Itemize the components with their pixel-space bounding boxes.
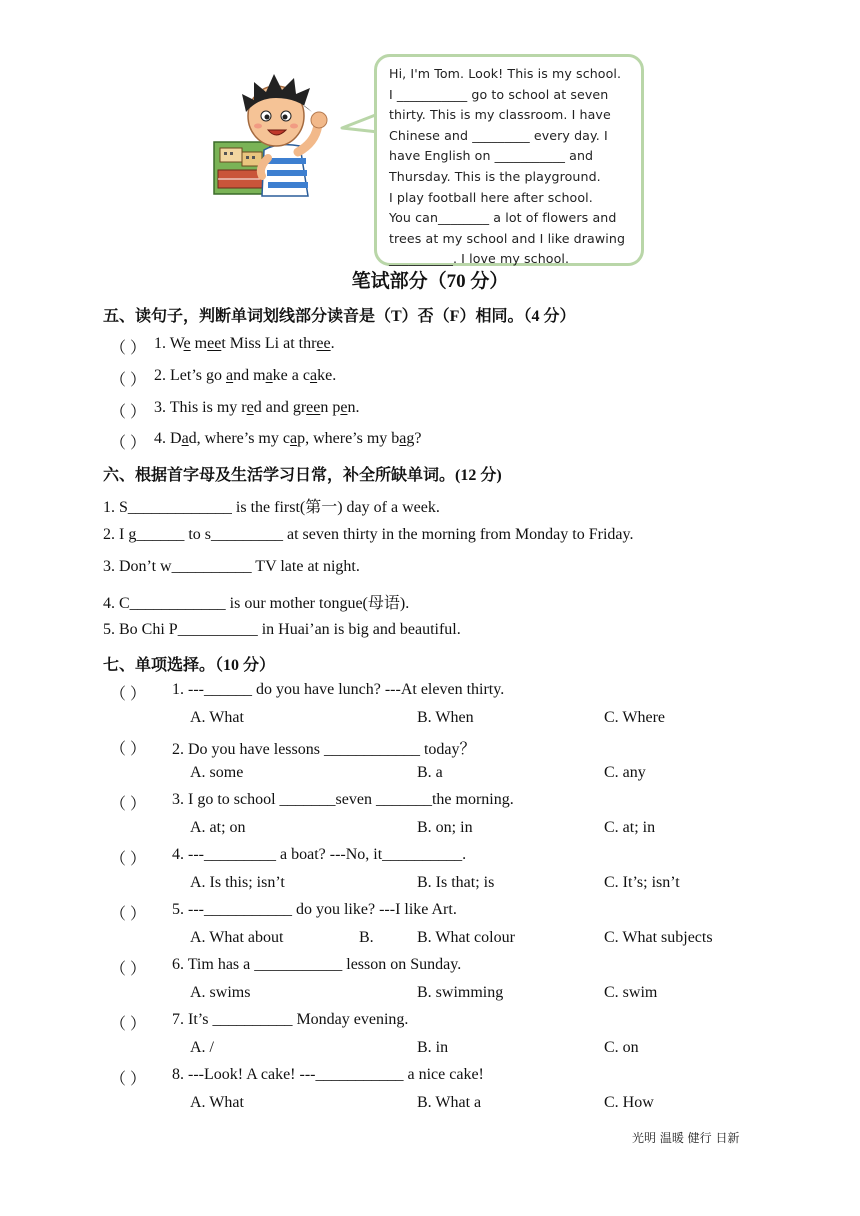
- answer-paren: （ ）: [110, 340, 147, 357]
- option-c: C. It’s; isn’t: [604, 874, 680, 891]
- bubble-line: trees at my school and I like drawing: [389, 230, 626, 246]
- underlined-letters: a: [399, 430, 407, 447]
- answer-paren: （ ）: [110, 961, 147, 978]
- bubble-line: Thursday. This is the playground.: [389, 168, 601, 184]
- question-stem: 4. ---_________ a boat? ---No, it__________.: [172, 846, 467, 863]
- option-a: A. swims: [190, 984, 251, 1001]
- question-number: 2.: [154, 367, 170, 384]
- option-b: B. on; in: [417, 819, 473, 836]
- part5-sentence: [154, 367, 336, 385]
- sentence-text: ke.: [317, 367, 337, 384]
- option-c: C. How: [604, 1094, 654, 1111]
- sentence-text: p, where’s my b: [297, 430, 400, 447]
- underlined-letters: a: [226, 367, 234, 384]
- part5-heading: 五、读句子，判断单词划线部分读音是（T）否（F）相同。（4 分）: [103, 308, 576, 325]
- option-c: C. on: [604, 1039, 639, 1056]
- speech-bubble: [374, 54, 644, 266]
- underlined-letters: e: [246, 399, 254, 416]
- sentence-body: [170, 367, 336, 384]
- sentence-text: D: [170, 430, 182, 447]
- sentence-text: ke a c: [272, 367, 310, 384]
- part6-item: 5. Bo Chi P__________ in Huai’an is big and beautiful.: [103, 621, 461, 638]
- option-b: B. in: [417, 1039, 449, 1056]
- underlined-letters: a: [309, 367, 318, 384]
- part6-item: 4. C____________ is our mother tongue(母语).: [103, 595, 410, 612]
- option-c: C. What subjects: [604, 929, 713, 946]
- answer-paren: （ ）: [110, 851, 147, 868]
- question-stem: 2. Do you have lessons ____________ today？: [172, 741, 476, 758]
- part6-heading: 六、根据首字母及生活学习日常，补全所缺单词。(12 分): [103, 467, 502, 484]
- sentence-text: d, where’s my c: [188, 430, 290, 447]
- sentence-body: [170, 335, 335, 352]
- part5-sentence: [154, 399, 359, 417]
- question-stem: 1. ---______ do you have lunch? ---At eleven thirty.: [172, 681, 505, 698]
- question-stem: 6. Tim has a ___________ lesson on Sunday.: [172, 956, 462, 973]
- option-a: A. Is this; isn’t: [190, 874, 285, 891]
- question-number: 1.: [154, 335, 170, 352]
- answer-paren: （ ）: [110, 906, 147, 923]
- option-a: A. at; on: [190, 819, 246, 836]
- answer-paren: （ ）: [110, 435, 147, 452]
- sentence-text: Let’s go: [170, 367, 226, 384]
- bubble-line: have English on ___________ and: [389, 148, 594, 164]
- option-c: C. any: [604, 764, 646, 781]
- footer-motto: 光明 温暖 健行 日新: [632, 1131, 740, 1145]
- answer-paren: （ ）: [110, 404, 147, 421]
- question-number: 3.: [154, 399, 170, 416]
- part7-heading: 七、单项选择。（10 分）: [103, 657, 276, 674]
- answer-paren: （ ）: [110, 796, 147, 813]
- underlined-letters: e: [340, 399, 348, 416]
- section-title: 笔试部分（70 分）: [351, 271, 509, 292]
- underlined-letters: ee: [207, 335, 222, 352]
- underlined-letters: e: [183, 335, 191, 352]
- underlined-letters: ee: [306, 399, 321, 416]
- part6-item: 2. I g______ to s_________ at seven thirty in the morning from Monday to Friday.: [103, 526, 634, 543]
- part5-sentence: [154, 430, 422, 448]
- bubble-line: Hi, I'm Tom. Look! This is my school.: [389, 66, 622, 81]
- question-stem: 8. ---Look! A cake! ---___________ a nice cake!: [172, 1066, 484, 1083]
- sentence-text: nd m: [233, 367, 266, 384]
- question-stem: 3. I go to school _______seven _______the morning.: [172, 791, 514, 808]
- question-stem: 7. It’s __________ Monday evening.: [172, 1011, 409, 1028]
- sentence-body: [170, 399, 360, 416]
- bubble-line: I play football here after school.: [389, 189, 593, 205]
- option-b: B. a: [417, 764, 443, 781]
- option-a: A. What about: [190, 929, 284, 946]
- underlined-letters: a: [181, 430, 189, 447]
- part6-item: 3. Don’t w__________ TV late at night.: [103, 558, 360, 575]
- underlined-letters: ee: [316, 335, 331, 352]
- option-b: B. swimming: [417, 984, 504, 1001]
- option-a: A. some: [190, 764, 244, 781]
- bubble-line: I ___________ go to school at seven: [389, 86, 609, 102]
- question-stem: 5. ---___________ do you like? ---I like Art.: [172, 901, 457, 918]
- sentence-text: t Miss Li at thr: [221, 335, 317, 352]
- option-c: C. at; in: [604, 819, 656, 836]
- bubble-line: __________. I love my school.: [389, 251, 570, 267]
- question-number: 4.: [154, 430, 170, 447]
- option-a: A. /: [190, 1039, 214, 1056]
- sentence-text: n p: [320, 399, 341, 416]
- option-a: A. What: [190, 709, 244, 726]
- bubble-line: You can________ a lot of flowers and: [389, 210, 617, 226]
- option-b: B. What colour: [417, 929, 515, 946]
- option-a: A. What: [190, 1094, 244, 1111]
- answer-paren: （ ）: [110, 1071, 147, 1088]
- answer-paren: （ ）: [110, 741, 147, 758]
- sentence-text: d and gr: [253, 399, 307, 416]
- sentence-body: [170, 430, 422, 447]
- sentence-text: This is my r: [169, 399, 247, 416]
- part5-sentence: [154, 335, 335, 353]
- option-stray-label: B.: [359, 929, 374, 946]
- answer-paren: （ ）: [110, 372, 147, 389]
- underlined-letters: a: [265, 367, 273, 384]
- option-b: B. Is that; is: [417, 874, 495, 891]
- answer-paren: （ ）: [110, 686, 147, 703]
- bubble-line: thirty. This is my classroom. I have: [389, 107, 611, 123]
- sentence-text: W: [169, 335, 184, 352]
- sentence-text: n.: [347, 399, 360, 416]
- underlined-letters: a: [289, 430, 298, 447]
- sentence-text: m: [190, 335, 208, 352]
- option-c: C. Where: [604, 709, 666, 726]
- part6-item: 1. S_____________ is the first(第一) day of a week.: [103, 499, 440, 516]
- sentence-text: .: [330, 335, 335, 352]
- answer-paren: （ ）: [110, 1016, 147, 1033]
- option-b: B. What a: [417, 1094, 482, 1111]
- option-b: B. When: [417, 709, 474, 726]
- bubble-line: Chinese and _________ every day. I: [389, 127, 608, 143]
- boy-with-school-picture-illustration: [212, 72, 334, 200]
- option-c: C. swim: [604, 984, 658, 1001]
- sentence-text: g?: [406, 430, 422, 447]
